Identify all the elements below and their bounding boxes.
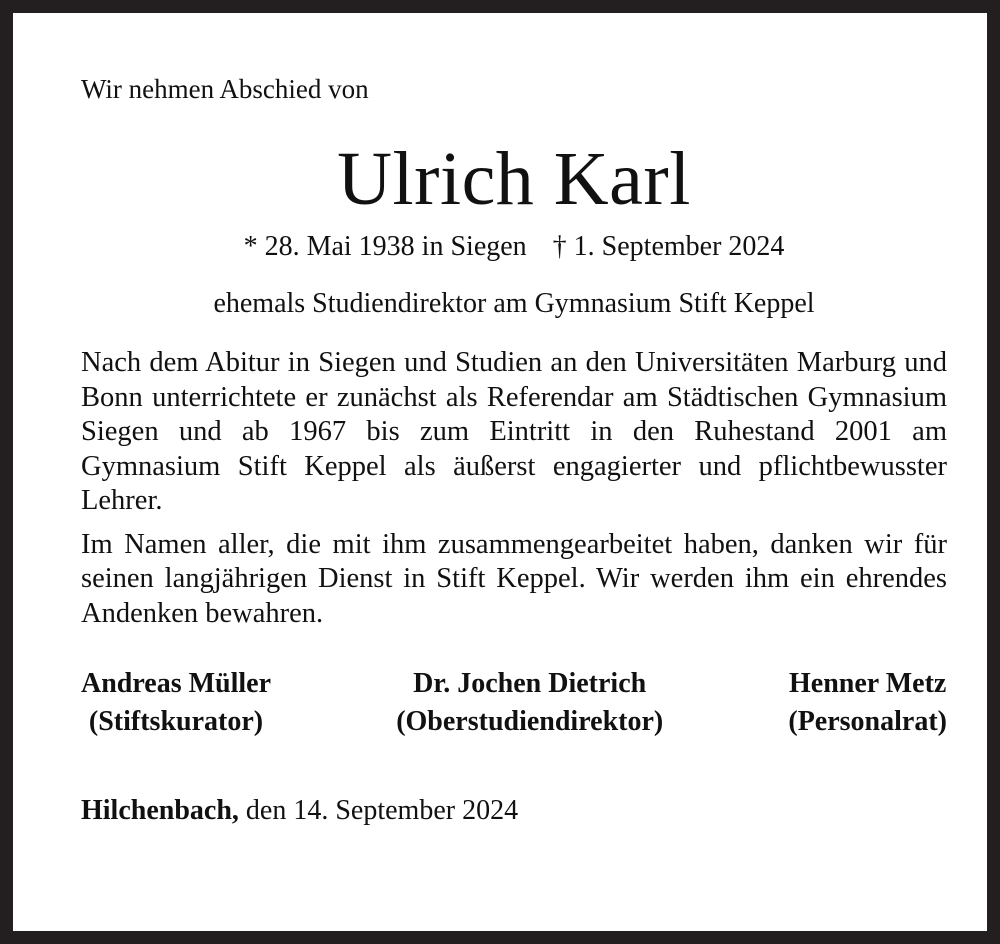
signer-3 [788, 665, 947, 741]
deceased-name: Ulrich Karl [337, 137, 691, 221]
place-and-date [81, 793, 947, 829]
signer-title: (Stiftskurator) [88, 706, 264, 737]
signers-row [81, 665, 947, 741]
signer-name: Dr. Jochen Dietrich [413, 668, 647, 699]
place-name: Hilchenbach, [81, 795, 239, 826]
signer-name: Henner Metz [789, 668, 947, 699]
intro-text: Wir nehmen Abschied von [81, 74, 369, 104]
life-dates [81, 229, 947, 265]
signer-name: Andreas Müller [81, 668, 272, 699]
biography-paragraph: Nach dem Abitur in Siegen und Studien an den Universitäten Marburg und Bonn unterrichtete er zunächst als Referendar am Städtischen Gymnasium Siegen und ab 1967 bis zum Eintritt in den Ruhestand 2001 am Gymnasium Stift Keppel als äußerst engagierter und pflichtbewusster Lehrer. [81, 347, 947, 516]
signer-title: (Personalrat) [788, 706, 947, 737]
birth-date: * 28. Mai 1938 in Siegen [243, 231, 527, 262]
notice-content [81, 71, 947, 857]
notice-date: den 14. September 2024 [245, 795, 519, 826]
signer-2 [396, 665, 663, 741]
death-date: † 1. September 2024 [552, 231, 785, 262]
signer-title: (Oberstudiendirektor) [396, 706, 664, 737]
signer-1 [81, 665, 271, 741]
former-role: ehemals Studiendirektor am Gymnasium Stift Keppel [213, 288, 815, 319]
tribute-paragraph: Im Namen aller, die mit ihm zusammengearbeitet haben, danken wir für seinen langjährigen Dienst in Stift Keppel. Wir werden ihm ein ehrendes Andenken bewahren. [81, 528, 947, 629]
